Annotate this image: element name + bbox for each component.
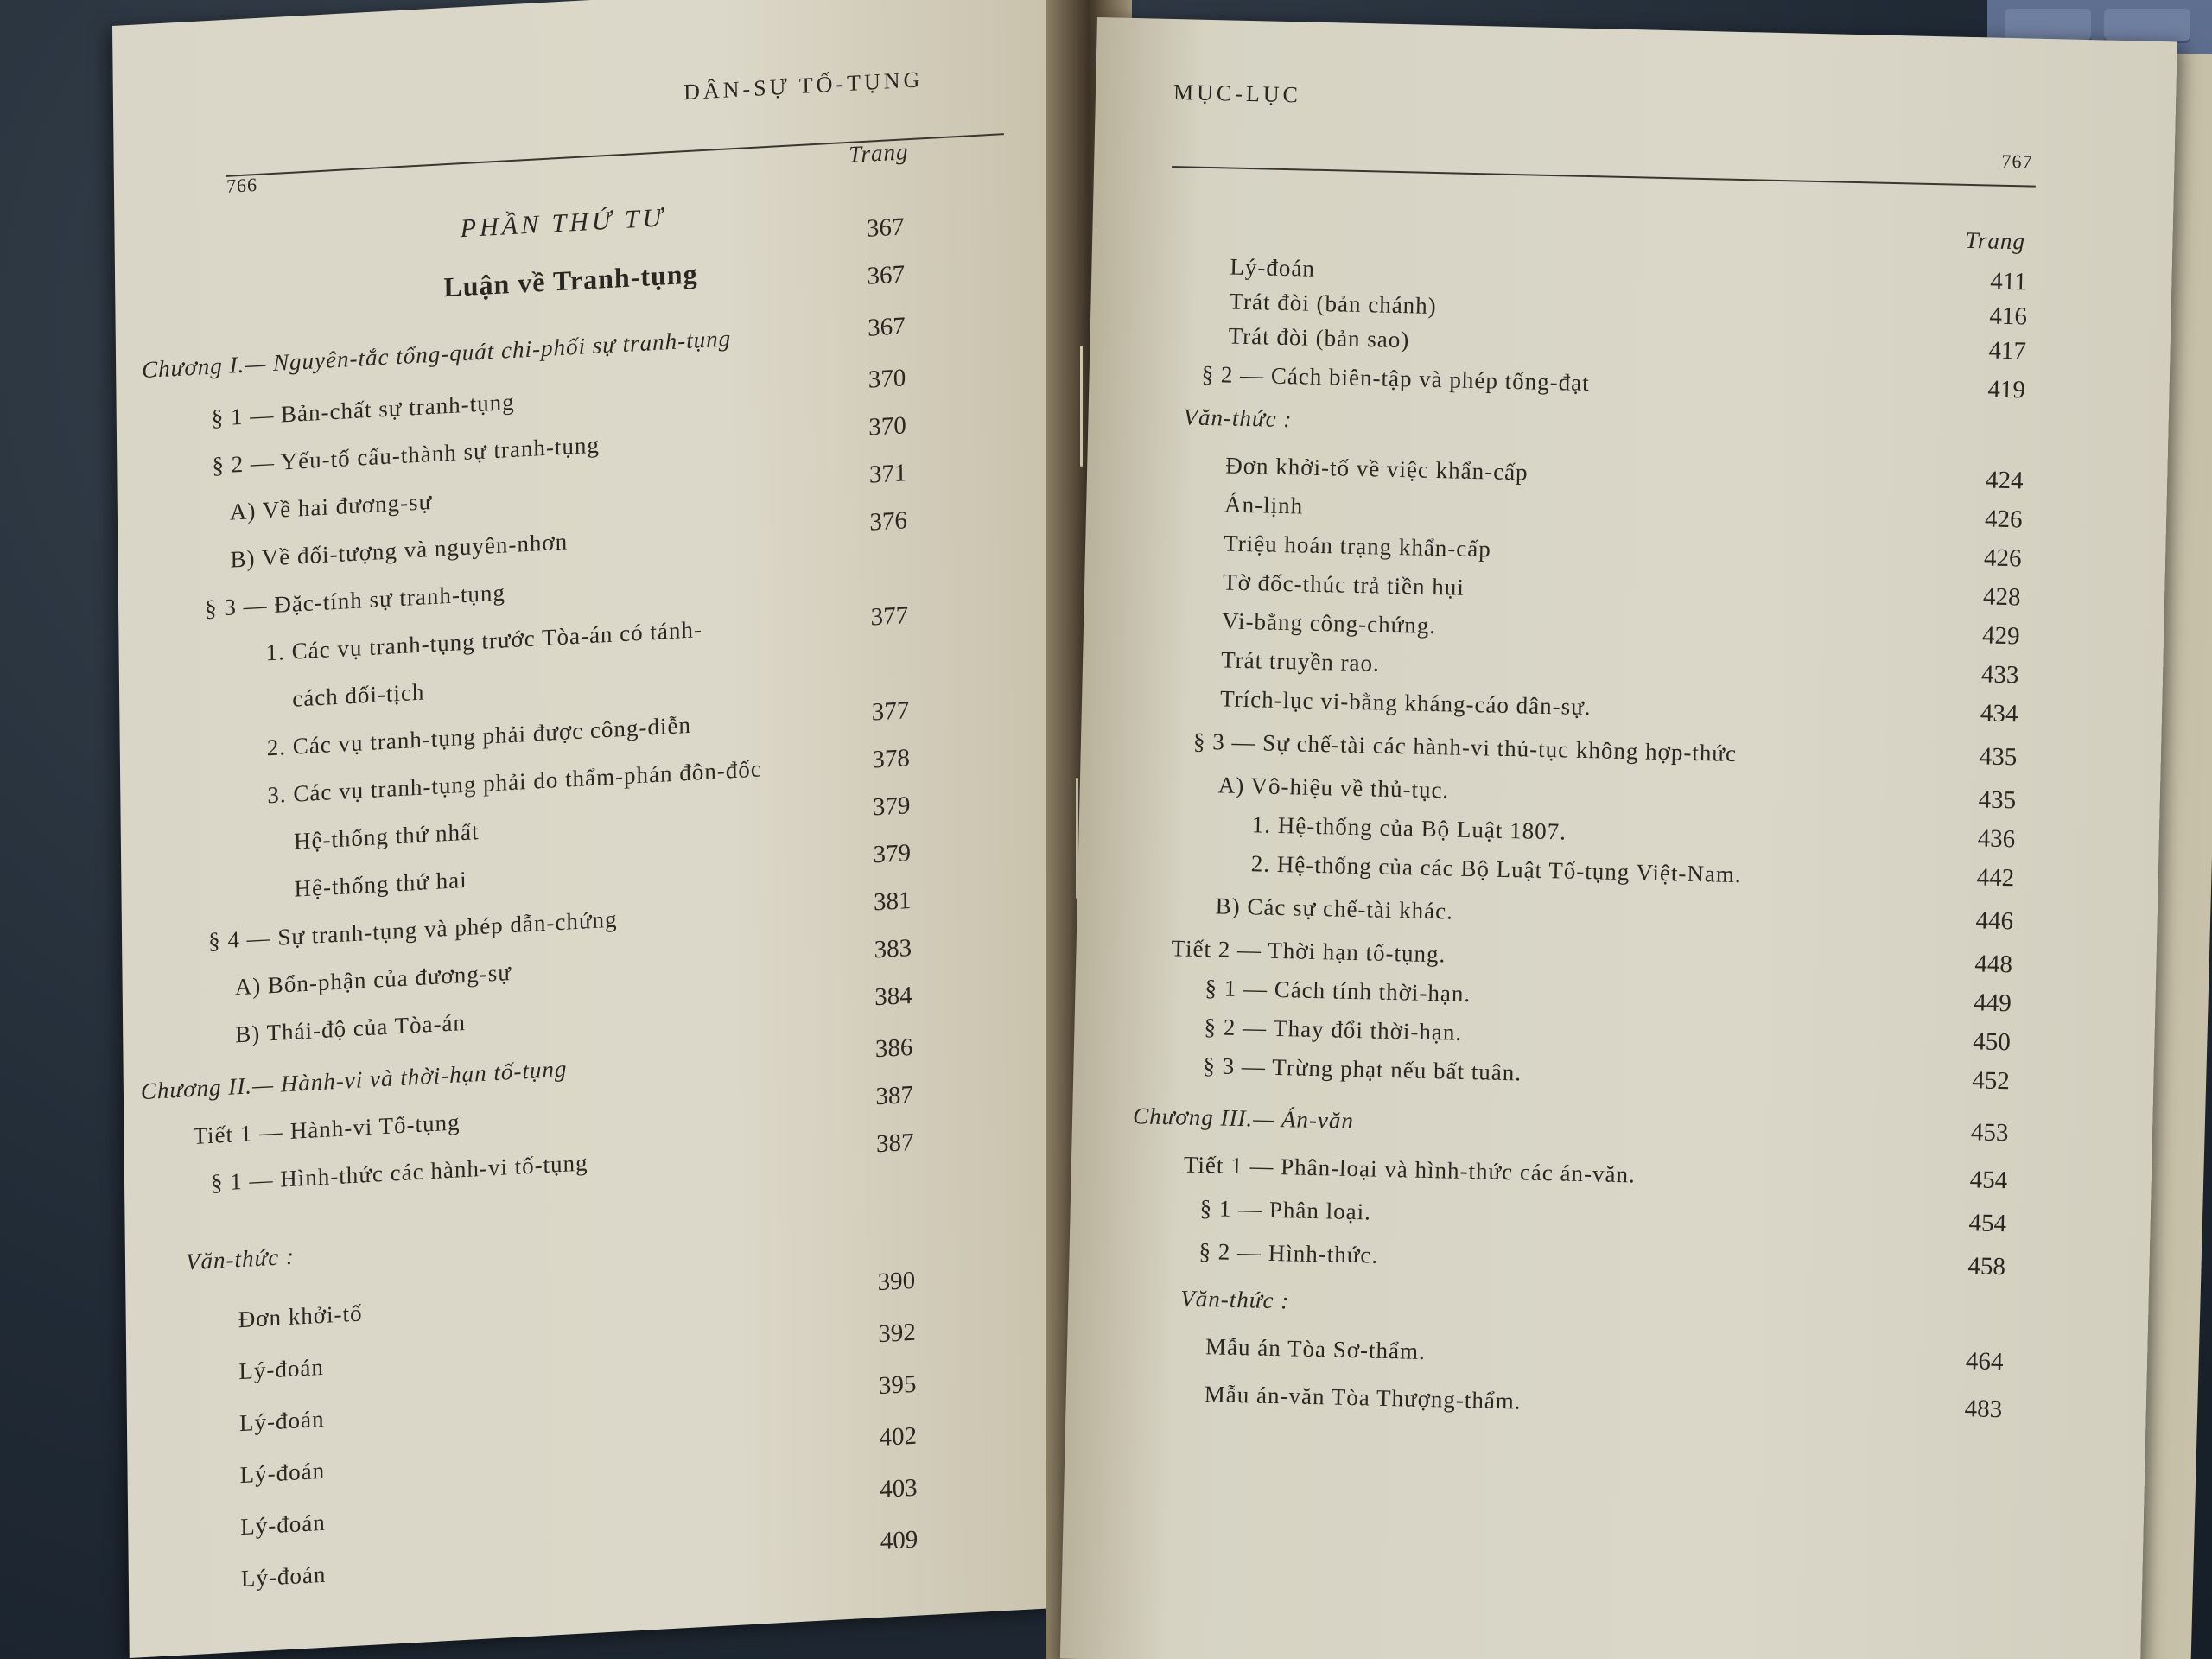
toc-entry-title: § 3 — Đặc-tính sự tranh-tụng <box>204 579 506 622</box>
toc-entry-title: Trát đòi (bản chánh) <box>1229 288 1438 319</box>
toc-entry-page: 464 <box>1965 1347 2004 1376</box>
toc-entry-page: 435 <box>1979 742 2018 772</box>
toc-entry-title: Tiết 1 — Phân-loại và hình-thức các án-văn. <box>1183 1151 1637 1188</box>
toc-entry-page: 383 <box>874 933 912 964</box>
toc-entry-title: B) Các sự chế-tài khác. <box>1215 893 1454 925</box>
toc-entry-title: § 2 — Thay đổi thời-hạn. <box>1204 1014 1463 1046</box>
toc-entry-page: 434 <box>1980 699 2018 728</box>
toc-entry-page: 442 <box>1976 863 2015 893</box>
toc-entry-title: § 1 — Hình-thức các hành-vi tố-tụng <box>210 1149 588 1196</box>
toc-entry-page: 433 <box>1980 660 2019 690</box>
toc-entry-title: Tiết 2 — Thời hạn tố-tụng. <box>1171 935 1446 968</box>
toc-entry-page: 435 <box>1978 785 2017 815</box>
toc-entry-title: § 2 — Yếu-tố cấu-thành sự tranh-tụng <box>212 431 601 479</box>
toc-entry-title: Văn-thức : <box>185 1243 296 1275</box>
toc-entry-page: 454 <box>1969 1166 2008 1195</box>
toc-entry-page: 377 <box>871 696 910 727</box>
toc-entry-title: Văn-thức : <box>1183 404 1293 433</box>
toc-entry-title: A) Bổn-phận của đương-sự <box>234 959 512 1001</box>
header-rule <box>1172 166 2036 188</box>
toc-entry-page: 417 <box>1988 336 2027 365</box>
toc-entry-title: Đơn khởi-tố <box>238 1300 363 1333</box>
toc-entry-title: § 3 — Sự chế-tài các hành-vi thủ-tục không hợp-thức <box>1192 728 1738 767</box>
toc-entry-page: 395 <box>878 1370 917 1401</box>
toc-entry-title: Chương III.— Án-văn <box>1132 1103 1355 1135</box>
toc-entry-title: Lý-đoán <box>240 1560 327 1592</box>
toc-entry-title: Lý-đoán <box>240 1509 326 1541</box>
toc-entry-page: 416 <box>1989 302 2028 331</box>
right-running-head: MỤC-LỤC <box>1173 79 1302 108</box>
toc-entry-page: 367 <box>867 312 906 342</box>
toc-entry-page: 379 <box>872 791 911 822</box>
toc-entry-page: 381 <box>873 887 912 917</box>
toc-entry-title: Mẫu án-văn Tòa Thượng-thẩm. <box>1204 1381 1522 1414</box>
toc-entry-title: § 4 — Sự tranh-tụng và phép dẫn-chứng <box>207 906 618 955</box>
toc-entry-title: Trích-lục vi-bằng kháng-cáo dân-sự. <box>1219 685 1592 721</box>
toc-entry-page: 436 <box>1977 824 2016 854</box>
toc-entry-page: 392 <box>878 1318 916 1349</box>
toc-entry-page: 402 <box>879 1421 918 1452</box>
toc-entry-title: Chương I.— Nguyên-tắc tổng-quát chi-phối sự tranh-tụng <box>142 325 732 384</box>
toc-entry-title: Chương II.— Hành-vi và thời-hạn tố-tụng <box>140 1055 568 1105</box>
toc-entry-title: cách đối-tịch <box>292 678 425 712</box>
toc-entry-page: 450 <box>1973 1027 2012 1057</box>
toc-entry-page: 483 <box>1964 1395 2003 1424</box>
toc-entry-title: Lý-đoán <box>1230 253 1316 282</box>
trang-label: Trang <box>1965 226 2026 255</box>
toc-entry-title: A) Vô-hiệu về thủ-tục. <box>1217 772 1450 804</box>
right-page-number: 767 <box>2001 149 2033 173</box>
toc-entry-page: 419 <box>1987 375 2026 404</box>
toc-entry-title: Văn-thức : <box>1180 1285 1290 1314</box>
toc-entry-title: § 2 — Cách biên-tập và phép tống-đạt <box>1201 360 1591 397</box>
toc-entry-page: 426 <box>1983 543 2022 573</box>
toc-entry-page: 424 <box>1985 466 2024 495</box>
toc-entry-title: § 2 — Hình-thức. <box>1198 1238 1379 1268</box>
toc-entry-title: Triệu hoán trạng khẩn-cấp <box>1223 530 1492 563</box>
toc-entry-title: Trát đòi (bản sao) <box>1228 322 1410 353</box>
toc-entry-page: 429 <box>1981 621 2020 651</box>
toc-entry-page: 453 <box>1970 1118 2009 1147</box>
toc-entry-title: 3. Các vụ tranh-tụng phải do thẩm-phán đôn-đốc <box>267 755 762 809</box>
toc-entry-title: § 1 — Cách tính thời-hạn. <box>1205 975 1471 1007</box>
keyboard-key <box>2104 9 2190 43</box>
toc-entry-page: 446 <box>1975 906 2014 936</box>
toc-entry-title: A) Về hai đương-sự <box>229 487 433 525</box>
toc-entry-title: 2. Các vụ tranh-tụng phải được công-diễn <box>266 711 692 761</box>
toc-entry-page: 403 <box>880 1473 918 1504</box>
toc-entry-page: 452 <box>1971 1066 2011 1096</box>
toc-entry-title: Hệ-thống thứ hai <box>294 866 467 902</box>
toc-entry-title: Trát truyền rao. <box>1220 646 1381 677</box>
toc-entry-title: 1. Hệ-thống của Bộ Luật 1807. <box>1251 811 1567 845</box>
toc-entry-title: § 1 — Bản-chất sự tranh-tụng <box>211 388 515 431</box>
toc-entry-page: 379 <box>873 839 912 869</box>
left-page-number: 766 <box>226 173 258 197</box>
toc-entry-page: 387 <box>875 1080 914 1111</box>
toc-entry-title: Hệ-thống thứ nhất <box>293 818 480 855</box>
toc-entry-page: 384 <box>874 981 912 1012</box>
toc-entry-title: B) Về đối-tượng và nguyên-nhơn <box>230 528 569 573</box>
toc-entry-title: Tờ đốc-thúc trả tiền hụi <box>1222 569 1465 601</box>
toc-entry-page: 378 <box>872 744 911 774</box>
toc-entry-page: 370 <box>868 411 906 442</box>
toc-entry-page: 426 <box>1984 505 2023 534</box>
toc-entry-title: Lý-đoán <box>239 1457 326 1489</box>
toc-entry-title: Vi-bằng công-chứng. <box>1221 607 1437 639</box>
toc-entry-page: 449 <box>1974 988 2012 1018</box>
toc-entry-page: 428 <box>1982 582 2021 612</box>
toc-entry-title: Lý-đoán <box>238 1405 325 1437</box>
toc-entry-page: 458 <box>1967 1252 2006 1281</box>
toc-entry-title: Mẫu án Tòa Sơ-thẩm. <box>1205 1333 1427 1365</box>
toc-entry-title: 2. Hệ-thống của các Bộ Luật Tố-tụng Việt-Nam. <box>1250 850 1743 888</box>
toc-entry-title: § 1 — Phân loại. <box>1199 1195 1372 1225</box>
right-page <box>1060 17 2177 1659</box>
toc-entry-page: 367 <box>866 213 905 243</box>
toc-entry-page: 376 <box>869 506 908 537</box>
toc-entry-title: Lý-đoán <box>238 1353 325 1385</box>
toc-entry-page: 386 <box>874 1033 913 1064</box>
binding-thread <box>1080 346 1083 467</box>
toc-entry-title: Đơn khởi-tố về việc khẩn-cấp <box>1224 452 1529 486</box>
toc-entry-title: B) Thái-độ của Tòa-án <box>235 1008 467 1048</box>
left-page <box>112 0 1141 1658</box>
toc-entry-page: 387 <box>875 1128 914 1159</box>
trang-label: Trang <box>848 138 909 168</box>
toc-entry-page: 367 <box>867 260 906 290</box>
toc-entry-title: § 3 — Trừng phạt nếu bất tuân. <box>1203 1052 1522 1086</box>
toc-entry-page: 411 <box>1989 267 2028 296</box>
toc-entry-page: 371 <box>868 459 907 489</box>
part-subtitle: Luận về Tranh-tụng <box>443 257 698 303</box>
toc-entry-title: Tiết 1 — Hành-vi Tố-tụng <box>193 1109 461 1150</box>
toc-entry-page: 370 <box>868 364 906 394</box>
toc-entry-page: 377 <box>870 601 909 632</box>
toc-entry-page: 454 <box>1968 1209 2007 1238</box>
toc-entry-page: 390 <box>877 1266 916 1297</box>
toc-entry-title: 1. Các vụ tranh-tụng trước Tòa-án có tánh- <box>265 616 703 666</box>
toc-entry-page: 448 <box>1974 950 2013 979</box>
toc-entry-title: Án-lịnh <box>1224 491 1304 519</box>
left-running-head: DÂN-SỰ TỐ-TỤNG <box>683 67 924 105</box>
part-title: PHẦN THỨ TƯ <box>460 203 666 244</box>
toc-entry-page: 409 <box>880 1525 918 1555</box>
